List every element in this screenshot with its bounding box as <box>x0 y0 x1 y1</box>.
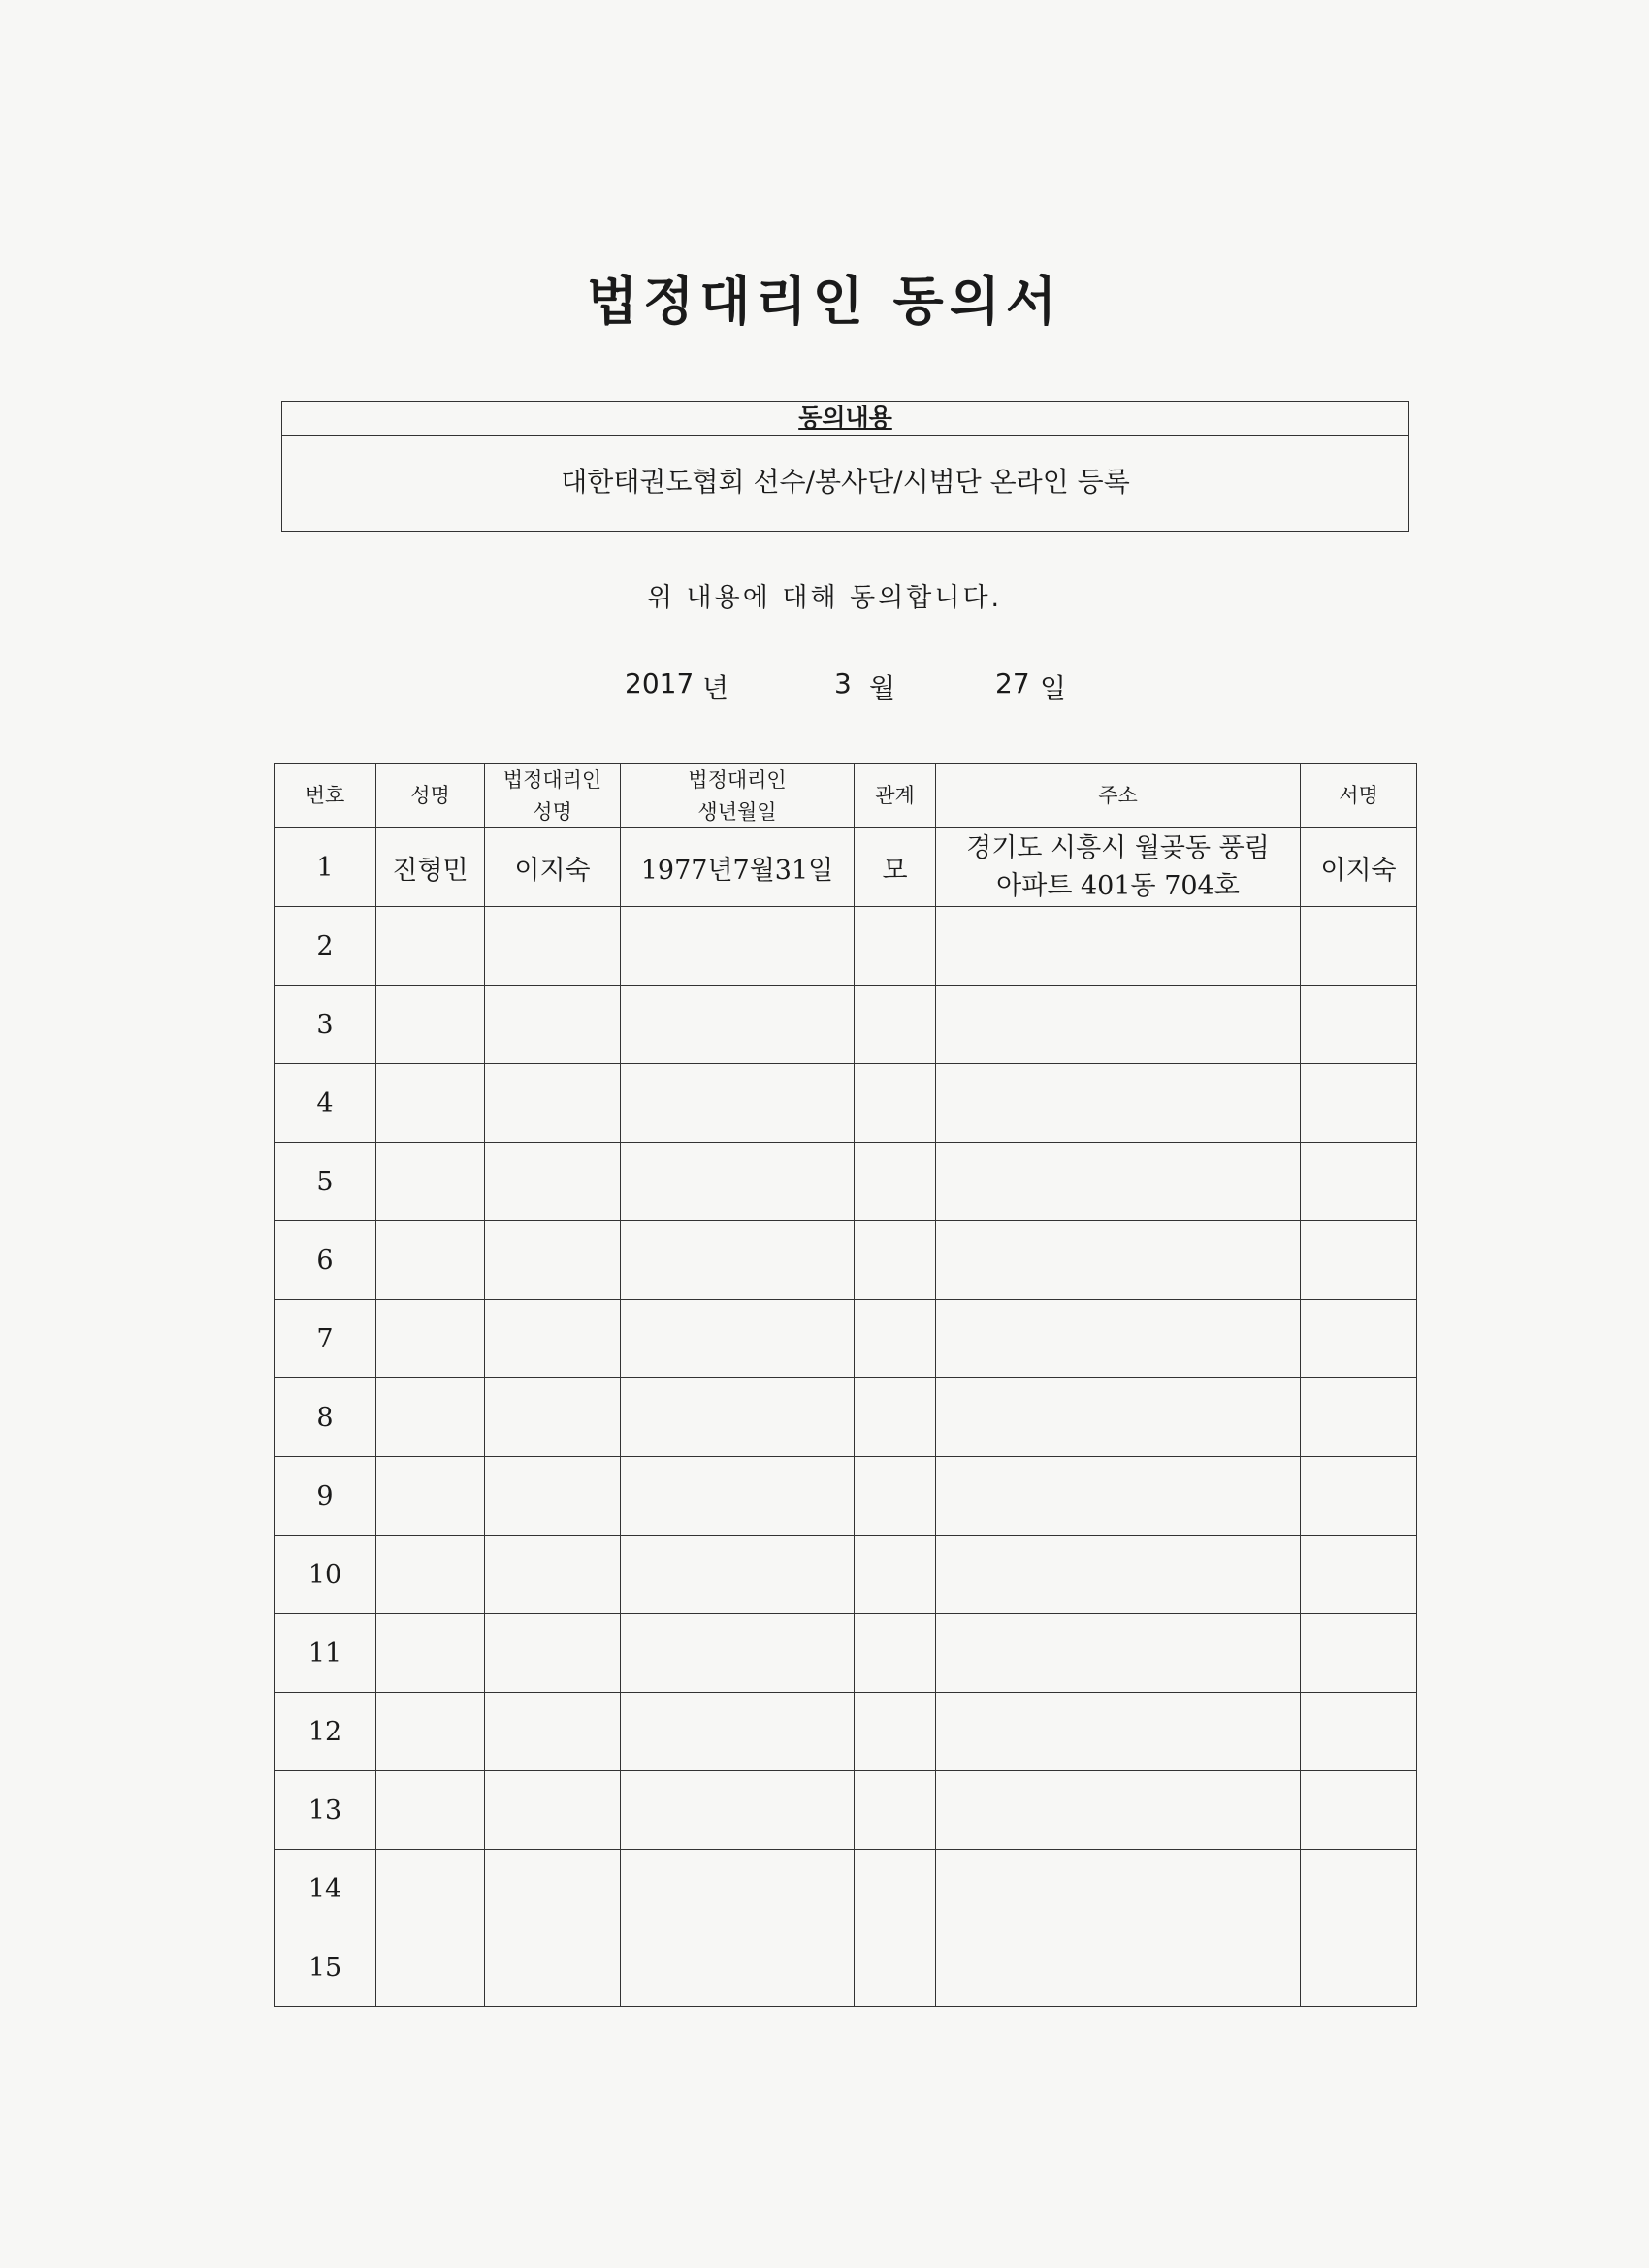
cell-guardian-name <box>485 1536 621 1614</box>
cell-signature <box>1301 1536 1417 1614</box>
cell-no: 2 <box>275 907 376 986</box>
cell-name <box>376 1614 485 1693</box>
header-guardian-birth-line2: 생년월일 <box>697 799 777 824</box>
header-guardian-name-line1: 법정대리인 <box>502 768 602 792</box>
agreement-statement: 위 내용에 대해 동의합니다. <box>646 583 1003 613</box>
cell-guardian-birth: 1977년7월31일 <box>621 828 855 907</box>
header-no: 번호 <box>275 764 376 828</box>
cell-guardian-name <box>485 1300 621 1378</box>
cell-guardian-name <box>485 1771 621 1850</box>
cell-no: 5 <box>275 1143 376 1221</box>
cell-signature <box>1301 1300 1417 1378</box>
cell-guardian-birth <box>621 1536 855 1614</box>
cell-no: 6 <box>275 1221 376 1300</box>
cell-no: 14 <box>275 1850 376 1928</box>
consent-box <box>281 401 1409 532</box>
cell-relation <box>855 1378 936 1457</box>
cell-no: 11 <box>275 1614 376 1693</box>
cell-address <box>936 1457 1301 1536</box>
cell-guardian-name <box>485 1693 621 1771</box>
cell-guardian-birth <box>621 986 855 1064</box>
header-guardian-name <box>485 764 621 828</box>
cell-address <box>936 986 1301 1064</box>
table-header-row <box>275 764 1417 828</box>
date-year: 2017 <box>625 667 695 699</box>
cell-guardian-birth <box>621 1614 855 1693</box>
cell-name <box>376 1221 485 1300</box>
cell-name: 진형민 <box>376 828 485 907</box>
address-line1: 경기도 시흥시 월곶동 풍림 <box>966 832 1270 863</box>
table-row <box>275 1457 1417 1536</box>
cell-guardian-birth <box>621 1928 855 2007</box>
cell-relation <box>855 1928 936 2007</box>
cell-no: 3 <box>275 986 376 1064</box>
cell-relation <box>855 1614 936 1693</box>
cell-relation <box>855 1536 936 1614</box>
cell-name <box>376 1143 485 1221</box>
cell-address <box>936 907 1301 986</box>
cell-address <box>936 1614 1301 1693</box>
cell-address <box>936 1850 1301 1928</box>
consent-body: 대한태권도협회 선수/봉사단/시범단 온라인 등록 <box>561 466 1130 498</box>
cell-relation <box>855 1771 936 1850</box>
cell-guardian-birth <box>621 907 855 986</box>
date-month: 3 <box>834 667 852 699</box>
cell-relation <box>855 1064 936 1143</box>
header-guardian-name-line2: 성명 <box>533 799 572 824</box>
cell-no: 10 <box>275 1536 376 1614</box>
cell-no: 7 <box>275 1300 376 1378</box>
cell-relation <box>855 907 936 986</box>
cell-no: 15 <box>275 1928 376 2007</box>
cell-no: 9 <box>275 1457 376 1536</box>
cell-address <box>936 1143 1301 1221</box>
cell-guardian-name <box>485 1457 621 1536</box>
header-guardian-birth <box>621 764 855 828</box>
header-guardian-birth-line1: 법정대리인 <box>688 768 787 792</box>
cell-no: 4 <box>275 1064 376 1143</box>
table-row <box>275 1693 1417 1771</box>
cell-guardian-name: 이지숙 <box>485 828 621 907</box>
cell-guardian-birth <box>621 1064 855 1143</box>
table-body <box>275 828 1417 2007</box>
table-row <box>275 1378 1417 1457</box>
cell-name <box>376 986 485 1064</box>
cell-guardian-birth <box>621 1143 855 1221</box>
cell-no: 1 <box>275 828 376 907</box>
cell-name <box>376 1850 485 1928</box>
date-month-unit: 월 <box>869 672 896 704</box>
table-row <box>275 828 1417 907</box>
date-day: 27 <box>995 667 1030 699</box>
table-row <box>275 1850 1417 1928</box>
table-row <box>275 1064 1417 1143</box>
cell-guardian-name <box>485 1614 621 1693</box>
cell-signature <box>1301 1928 1417 2007</box>
cell-guardian-birth <box>621 1300 855 1378</box>
cell-no: 13 <box>275 1771 376 1850</box>
cell-relation <box>855 986 936 1064</box>
address-line2: 아파트 401동 704호 <box>996 871 1240 902</box>
cell-name <box>376 1064 485 1143</box>
header-name: 성명 <box>376 764 485 828</box>
cell-guardian-name <box>485 1064 621 1143</box>
cell-name <box>376 1536 485 1614</box>
cell-name <box>376 907 485 986</box>
cell-signature <box>1301 1221 1417 1300</box>
cell-guardian-name <box>485 1378 621 1457</box>
cell-relation <box>855 1300 936 1378</box>
cell-address <box>936 1771 1301 1850</box>
table-row <box>275 986 1417 1064</box>
cell-name <box>376 1771 485 1850</box>
cell-signature <box>1301 1378 1417 1457</box>
cell-guardian-birth <box>621 1457 855 1536</box>
cell-relation <box>855 1693 936 1771</box>
date-day-unit: 일 <box>1040 672 1067 704</box>
cell-address <box>936 1300 1301 1378</box>
cell-address <box>936 828 1301 907</box>
table-row <box>275 1928 1417 2007</box>
cell-relation <box>855 1221 936 1300</box>
cell-relation <box>855 1850 936 1928</box>
cell-guardian-birth <box>621 1693 855 1771</box>
cell-name <box>376 1378 485 1457</box>
cell-address <box>936 1928 1301 2007</box>
document-title: 법정대리인 동의서 <box>586 271 1063 332</box>
cell-signature <box>1301 1693 1417 1771</box>
table-row <box>275 1536 1417 1614</box>
cell-guardian-birth <box>621 1378 855 1457</box>
cell-signature <box>1301 1143 1417 1221</box>
cell-guardian-birth <box>621 1771 855 1850</box>
cell-guardian-birth <box>621 1221 855 1300</box>
cell-name <box>376 1693 485 1771</box>
cell-signature <box>1301 1614 1417 1693</box>
cell-guardian-name <box>485 1143 621 1221</box>
cell-signature <box>1301 1850 1417 1928</box>
cell-guardian-name <box>485 1928 621 2007</box>
cell-signature <box>1301 1064 1417 1143</box>
cell-guardian-name <box>485 1850 621 1928</box>
cell-guardian-birth <box>621 1850 855 1928</box>
cell-signature <box>1301 986 1417 1064</box>
consent-header <box>282 402 1408 436</box>
cell-relation: 모 <box>855 828 936 907</box>
guardian-registry-table <box>274 763 1417 2007</box>
cell-address <box>936 1693 1301 1771</box>
consent-header-label: 동의내용 <box>798 404 892 432</box>
cell-no: 8 <box>275 1378 376 1457</box>
table-row <box>275 1300 1417 1378</box>
cell-relation <box>855 1457 936 1536</box>
cell-address <box>936 1536 1301 1614</box>
cell-no: 12 <box>275 1693 376 1771</box>
cell-address <box>936 1221 1301 1300</box>
table-row <box>275 1143 1417 1221</box>
cell-guardian-name <box>485 1221 621 1300</box>
table-row <box>275 907 1417 986</box>
cell-name <box>376 1457 485 1536</box>
date-year-unit: 년 <box>702 672 729 704</box>
header-relation: 관계 <box>855 764 936 828</box>
table-row <box>275 1771 1417 1850</box>
header-address: 주소 <box>936 764 1301 828</box>
cell-name <box>376 1300 485 1378</box>
cell-signature <box>1301 907 1417 986</box>
cell-signature <box>1301 1457 1417 1536</box>
cell-address <box>936 1378 1301 1457</box>
cell-name <box>376 1928 485 2007</box>
cell-signature: 이지숙 <box>1301 828 1417 907</box>
cell-guardian-name <box>485 986 621 1064</box>
cell-relation <box>855 1143 936 1221</box>
cell-signature <box>1301 1771 1417 1850</box>
header-signature: 서명 <box>1301 764 1417 828</box>
table-row <box>275 1221 1417 1300</box>
cell-address <box>936 1064 1301 1143</box>
table-row <box>275 1614 1417 1693</box>
cell-guardian-name <box>485 907 621 986</box>
